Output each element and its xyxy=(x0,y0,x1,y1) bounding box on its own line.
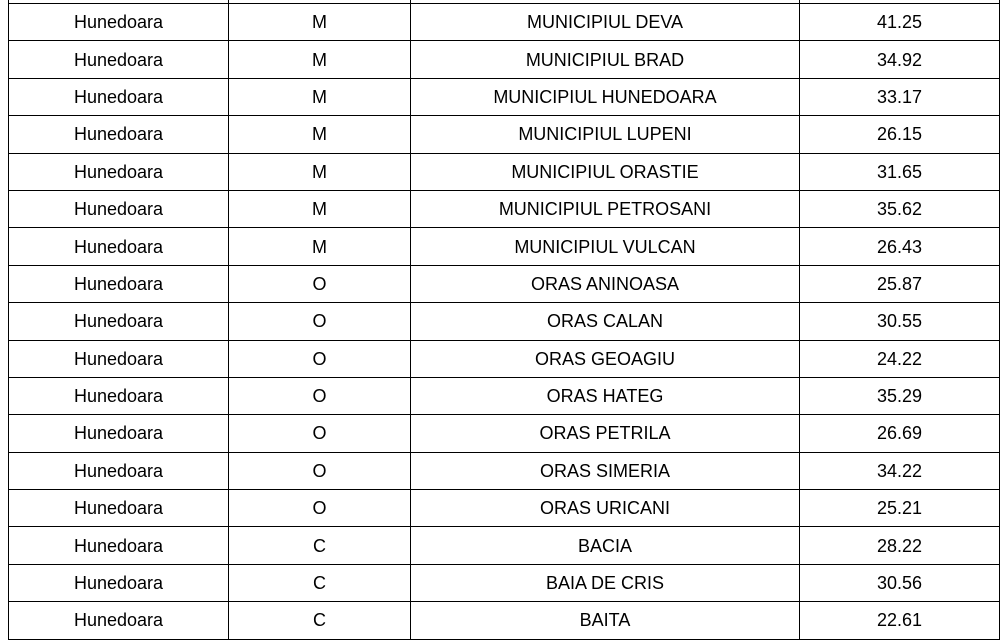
value-cell: 30.55 xyxy=(800,303,1000,340)
table-row xyxy=(9,228,1000,265)
type-cell: O xyxy=(229,490,411,527)
county-cell: Hunedoara xyxy=(9,490,229,527)
table-row xyxy=(9,527,1000,564)
county-cell: Hunedoara xyxy=(9,415,229,452)
type-cell: C xyxy=(229,564,411,601)
value-cell: 26.69 xyxy=(800,415,1000,452)
county-cell: Hunedoara xyxy=(9,452,229,489)
county-cell: Hunedoara xyxy=(9,153,229,190)
county-cell: Hunedoara xyxy=(9,303,229,340)
type-cell: M xyxy=(229,41,411,78)
value-cell: 33.17 xyxy=(800,78,1000,115)
data-table-container xyxy=(8,0,995,640)
value-cell: 25.87 xyxy=(800,265,1000,302)
type-cell: O xyxy=(229,452,411,489)
table-row xyxy=(9,340,1000,377)
type-cell: M xyxy=(229,190,411,227)
value-cell: 34.92 xyxy=(800,41,1000,78)
table-row xyxy=(9,153,1000,190)
type-cell: O xyxy=(229,340,411,377)
locality-cell: BAITA xyxy=(411,602,800,639)
value-cell: 30.56 xyxy=(800,564,1000,601)
table-row xyxy=(9,303,1000,340)
table-row xyxy=(9,452,1000,489)
type-cell: C xyxy=(229,527,411,564)
county-cell: Hunedoara xyxy=(9,78,229,115)
county-cell: Hunedoara xyxy=(9,265,229,302)
type-cell: C xyxy=(229,602,411,639)
value-cell: 35.62 xyxy=(800,190,1000,227)
value-cell: 24.22 xyxy=(800,340,1000,377)
value-cell: 25.21 xyxy=(800,490,1000,527)
value-cell: 34.22 xyxy=(800,452,1000,489)
value-cell: 22.61 xyxy=(800,602,1000,639)
county-cell: Hunedoara xyxy=(9,377,229,414)
type-cell: O xyxy=(229,303,411,340)
county-cell: Hunedoara xyxy=(9,228,229,265)
type-cell: M xyxy=(229,4,411,41)
value-cell: 28.22 xyxy=(800,527,1000,564)
type-cell: M xyxy=(229,116,411,153)
county-cell: Hunedoara xyxy=(9,602,229,639)
value-cell: 35.29 xyxy=(800,377,1000,414)
locality-cell: MUNICIPIUL BRAD xyxy=(411,41,800,78)
table-row xyxy=(9,602,1000,639)
county-cell: Hunedoara xyxy=(9,41,229,78)
locality-cell: MUNICIPIUL LUPENI xyxy=(411,116,800,153)
county-cell: Hunedoara xyxy=(9,527,229,564)
locality-cell: ORAS URICANI xyxy=(411,490,800,527)
county-cell: Hunedoara xyxy=(9,564,229,601)
type-cell: M xyxy=(229,153,411,190)
locality-cell: MUNICIPIUL ORASTIE xyxy=(411,153,800,190)
type-cell: M xyxy=(229,78,411,115)
locality-cell: ORAS SIMERIA xyxy=(411,452,800,489)
locality-table xyxy=(8,0,1000,640)
table-row xyxy=(9,377,1000,414)
value-cell: 31.65 xyxy=(800,153,1000,190)
locality-cell: MUNICIPIUL DEVA xyxy=(411,4,800,41)
value-cell: 26.15 xyxy=(800,116,1000,153)
table-row xyxy=(9,190,1000,227)
county-cell: Hunedoara xyxy=(9,4,229,41)
county-cell: Hunedoara xyxy=(9,340,229,377)
table-body xyxy=(9,0,1000,639)
table-row xyxy=(9,116,1000,153)
type-cell: O xyxy=(229,415,411,452)
type-cell: O xyxy=(229,265,411,302)
locality-cell: ORAS HATEG xyxy=(411,377,800,414)
table-row xyxy=(9,78,1000,115)
type-cell: M xyxy=(229,228,411,265)
locality-cell: ORAS ANINOASA xyxy=(411,265,800,302)
value-cell: 26.43 xyxy=(800,228,1000,265)
table-row xyxy=(9,415,1000,452)
county-cell: Hunedoara xyxy=(9,190,229,227)
locality-cell: ORAS CALAN xyxy=(411,303,800,340)
locality-cell: ORAS PETRILA xyxy=(411,415,800,452)
locality-cell: BAIA DE CRIS xyxy=(411,564,800,601)
type-cell: O xyxy=(229,377,411,414)
table-row xyxy=(9,564,1000,601)
locality-cell: ORAS GEOAGIU xyxy=(411,340,800,377)
locality-cell: MUNICIPIUL VULCAN xyxy=(411,228,800,265)
table-row xyxy=(9,265,1000,302)
locality-cell: MUNICIPIUL PETROSANI xyxy=(411,190,800,227)
table-row xyxy=(9,41,1000,78)
county-cell: Hunedoara xyxy=(9,116,229,153)
table-row xyxy=(9,4,1000,41)
table-row xyxy=(9,490,1000,527)
value-cell: 41.25 xyxy=(800,4,1000,41)
locality-cell: BACIA xyxy=(411,527,800,564)
locality-cell: MUNICIPIUL HUNEDOARA xyxy=(411,78,800,115)
